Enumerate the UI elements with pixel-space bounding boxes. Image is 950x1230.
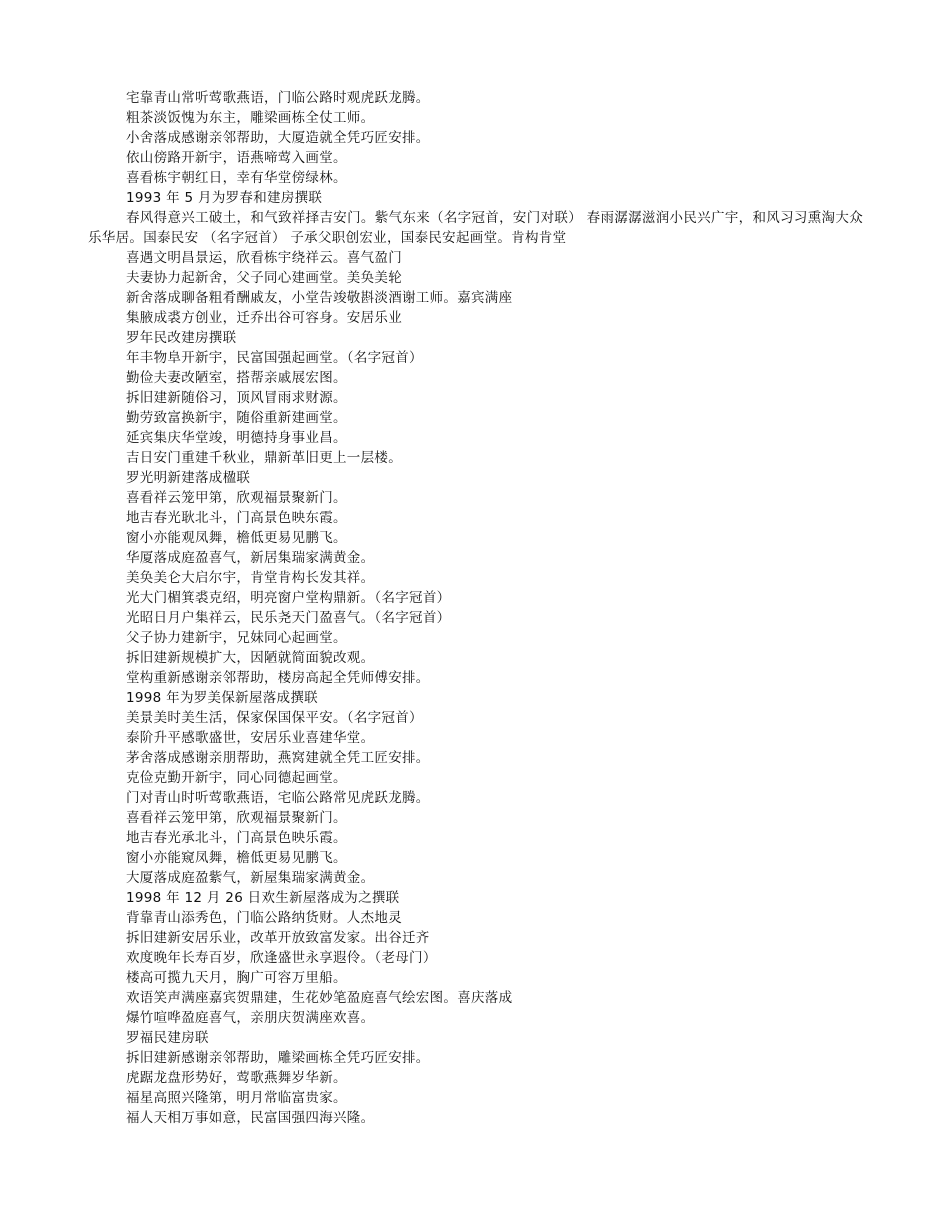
text-line: 喜看祥云笼甲第，欣观福景聚新门。 [126, 810, 347, 826]
text-line: 窗小亦能窥凤舞，檐低更易见鹏飞。 [126, 850, 347, 866]
section-heading: 1993 年 5 月为罗春和建房撰联 [126, 190, 323, 206]
text-line: 拆旧建新随俗习，顶风冒雨求财源。 [126, 390, 347, 406]
section-heading: 罗福民建房联 [126, 1030, 209, 1046]
text-line: 堂构重新感谢亲邻帮助，楼房高起全凭师傅安排。 [126, 670, 430, 686]
text-line: 欢语笑声满座嘉宾贺鼎建，生花妙笔盈庭喜气绘宏图。喜庆落成 [126, 990, 513, 1006]
text-line: 光大门楣箕裘克绍，明亮窗户堂构鼎新。（名字冠首） [126, 590, 451, 606]
text-line: 克俭克勤开新宇，同心同德起画堂。 [126, 770, 347, 786]
text-line: 华厦落成庭盈喜气，新居集瑞家满黄金。 [126, 550, 375, 566]
text-line: 粗茶淡饭愧为东主，雕梁画栋全仗工师。 [126, 110, 375, 126]
text-line: 吉日安门重建千秋业，鼎新革旧更上一层楼。 [126, 450, 402, 466]
section-heading: 罗光明新建落成楹联 [126, 470, 251, 486]
text-line: 集腋成裘方创业，迁乔出谷可容身。安居乐业 [126, 310, 402, 326]
text-line: 光昭日月户集祥云，民乐尧天门盈喜气。（名字冠首） [126, 610, 451, 626]
text-line: 宅靠青山常听莺歌燕语，门临公路时观虎跃龙腾。 [126, 90, 430, 106]
text-line: 喜看栋宇朝红日，幸有华堂傍绿林。 [126, 170, 347, 186]
text-line: 勤俭夫妻改陋室，搭帮亲戚展宏图。 [126, 370, 347, 386]
text-line: 福人天相万事如意，民富国强四海兴隆。 [126, 1110, 375, 1126]
text-line: 地吉春光承北斗，门高景色映乐霞。 [126, 830, 347, 846]
text-line: 勤劳致富换新宇，随俗重新建画堂。 [126, 410, 347, 426]
text-line: 欢度晚年长寿百岁，欣逢盛世永享遐伶。（老母门） [126, 950, 437, 966]
text-line: 拆旧建新感谢亲邻帮助，雕梁画栋全凭巧匠安排。 [126, 1050, 430, 1066]
text-line: 小舍落成感谢亲邻帮助，大厦造就全凭巧匠安排。 [126, 130, 430, 146]
text-line: 窗小亦能观凤舞，檐低更易见鹏飞。 [126, 530, 347, 546]
text-line: 喜看祥云笼甲第，欣观福景聚新门。 [126, 490, 347, 506]
text-line: 茅舍落成感谢亲朋帮助，燕窝建就全凭工匠安排。 [126, 750, 430, 766]
text-line: 美景美时美生活，保家保国保平安。（名字冠首） [126, 710, 423, 726]
text-line: 泰阶升平感歌盛世，安居乐业喜建华堂。 [126, 730, 375, 746]
section-heading: 1998 年为罗美保新屋落成撰联 [126, 690, 318, 706]
text-line: 新舍落成聊备粗肴酬戚友，小堂告竣敬斟淡酒谢工师。嘉宾满座 [126, 290, 513, 306]
text-paragraph: 春风得意兴工破土，和气致祥择吉安门。紫气东来（名字冠首，安门对联） 春雨潺潺滋润小民兴广宇，和风习习熏淘大众乐华居。国泰民安 （名字冠首） 子承父职创宏业，国泰民安起画堂。肯构肯堂 [88, 210, 863, 246]
text-line: 喜遇文明昌景运，欣看栋宇绕祥云。喜气盈门 [126, 250, 402, 266]
text-line: 地吉春光耿北斗，门高景色映东霞。 [126, 510, 347, 526]
text-line: 父子协力建新宇，兄妹同心起画堂。 [126, 630, 347, 646]
text-line: 美奂美仑大启尔宇，肯堂肯构长发其祥。 [126, 570, 375, 586]
text-line: 门对青山时听莺歌燕语，宅临公路常见虎跃龙腾。 [126, 790, 430, 806]
text-line: 拆旧建新安居乐业，改革开放致富发家。出谷迁齐 [126, 930, 430, 946]
section-heading: 1998 年 12 月 26 日欢生新屋落成为之撰联 [126, 890, 400, 906]
text-line: 夫妻协力起新舍，父子同心建画堂。美奂美轮 [126, 270, 402, 286]
text-line: 福星高照兴隆第，明月常临富贵家。 [126, 1090, 347, 1106]
document-body [88, 88, 863, 1128]
text-line: 依山傍路开新宇，语燕啼莺入画堂。 [126, 150, 347, 166]
text-line: 延宾集庆华堂竣，明德持身事业昌。 [126, 430, 347, 446]
text-line: 爆竹喧哗盈庭喜气，亲朋庆贺满座欢喜。 [126, 1010, 375, 1026]
text-line: 大厦落成庭盈紫气，新屋集瑞家满黄金。 [126, 870, 375, 886]
text-line: 拆旧建新规模扩大，因陋就简面貌改观。 [126, 650, 375, 666]
text-line: 楼高可揽九天月，胸广可容万里船。 [126, 970, 347, 986]
section-heading: 罗年民改建房撰联 [126, 330, 237, 346]
text-line: 年丰物阜开新宇，民富国强起画堂。（名字冠首） [126, 350, 423, 366]
text-line: 背靠青山添秀色，门临公路纳货财。人杰地灵 [126, 910, 402, 926]
text-line: 虎踞龙盘形势好，莺歌燕舞岁华新。 [126, 1070, 347, 1086]
